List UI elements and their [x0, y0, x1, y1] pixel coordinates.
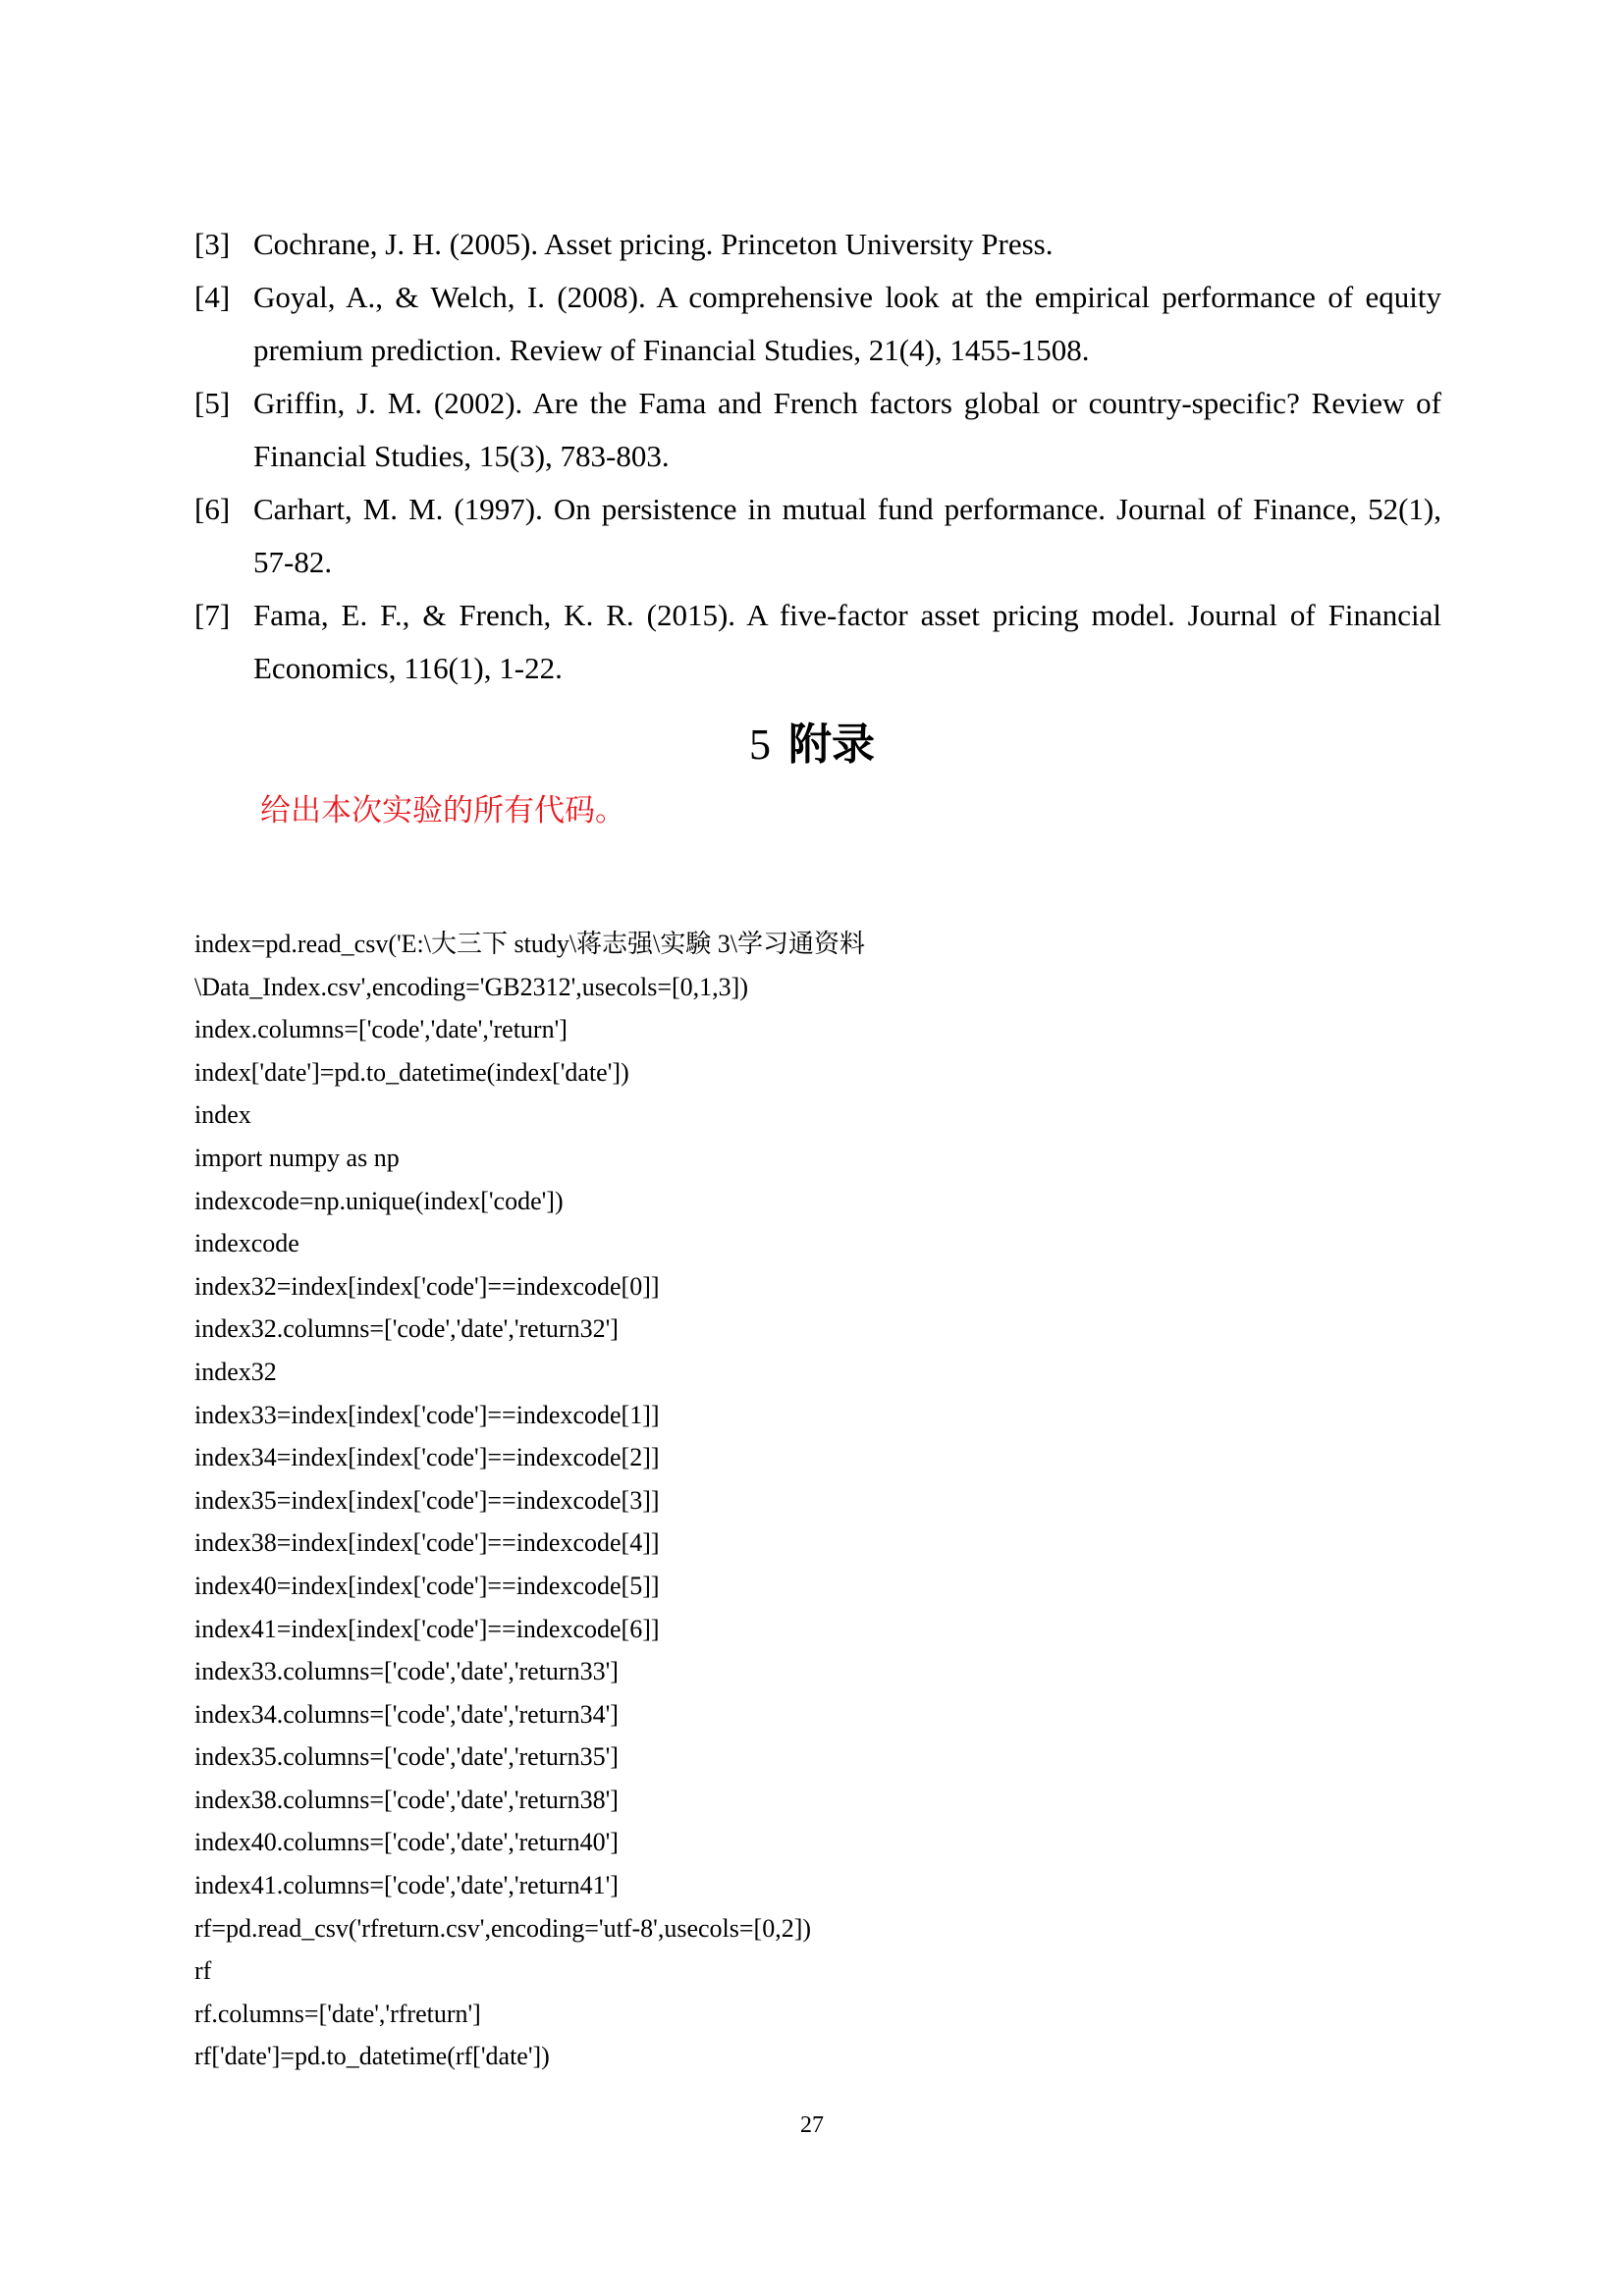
reference-number: [3] [194, 227, 231, 261]
code-line: index41.columns=['code','date','return41'] [194, 1871, 619, 1900]
section-number: 5 [749, 721, 771, 769]
code-line: index33=index[index['code']==indexcode[1]] [194, 1400, 660, 1429]
reference-list [194, 218, 1441, 695]
code-line: index38.columns=['code','date','return38'] [194, 1785, 619, 1814]
reference-item [194, 218, 1441, 271]
code-line: index [194, 1100, 251, 1130]
code-line: indexcode [194, 1229, 299, 1258]
section-heading [0, 709, 1624, 772]
code-line: rf.columns=['date','rfreturn'] [194, 1999, 481, 2028]
reference-item [194, 483, 1441, 589]
code-block [194, 923, 865, 2078]
code-line: index=pd.read_csv('E:\大三下 study\蒋志强\实験 3\学习通资料 [194, 930, 866, 958]
code-line: index34.columns=['code','date','return34'] [194, 1699, 619, 1729]
reference-number: [6] [194, 492, 231, 526]
reference-item [194, 377, 1441, 483]
page-number: 27 [800, 2112, 824, 2138]
code-line: index40=index[index['code']==indexcode[5]] [194, 1571, 660, 1600]
code-line: index41=index[index['code']==indexcode[6]] [194, 1614, 660, 1643]
code-line: index32 [194, 1357, 277, 1386]
instruction-note: 给出本次实验的所有代码。 [260, 793, 625, 828]
reference-number: [5] [194, 386, 231, 420]
code-line: rf [194, 1956, 212, 1986]
reference-text: Griffin, J. M. (2002). Are the Fama and French factors global or country-specific? Review of Financial Studies, 15(3), 783-803. [253, 386, 1441, 473]
code-line: index['date']=pd.to_datetime(index['date']) [194, 1057, 629, 1087]
code-line: index33.columns=['code','date','return33'] [194, 1657, 619, 1686]
code-line: index35=index[index['code']==indexcode[3]] [194, 1485, 660, 1515]
code-line: index32=index[index['code']==indexcode[0]] [194, 1271, 660, 1301]
code-line: index40.columns=['code','date','return40'] [194, 1828, 619, 1857]
section-title: 附录 [788, 720, 875, 770]
code-line: \Data_Index.csv',encoding='GB2312',usecols=[0,1,3]) [194, 972, 748, 1001]
reference-text: Cochrane, J. H. (2005). Asset pricing. Princeton University Press. [253, 227, 1054, 261]
code-line: index34=index[index['code']==indexcode[2]] [194, 1443, 660, 1472]
code-line: indexcode=np.unique(index['code']) [194, 1186, 564, 1215]
code-line: index32.columns=['code','date','return32'] [194, 1314, 619, 1344]
code-line: import numpy as np [194, 1143, 400, 1172]
code-line: index38=index[index['code']==indexcode[4]] [194, 1528, 660, 1558]
code-line: index.columns=['code','date','return'] [194, 1015, 568, 1044]
reference-item [194, 589, 1441, 695]
reference-number: [4] [194, 280, 231, 314]
reference-item [194, 271, 1441, 377]
reference-number: [7] [194, 598, 231, 632]
code-line: rf['date']=pd.to_datetime(rf['date']) [194, 2042, 550, 2071]
code-line: rf=pd.read_csv('rfreturn.csv',encoding='utf-8',usecols=[0,2]) [194, 1913, 812, 1943]
reference-text: Carhart, M. M. (1997). On persistence in mutual fund performance. Journal of Finance, 52(1), 57-82. [253, 492, 1441, 579]
code-line: index35.columns=['code','date','return35'] [194, 1742, 619, 1772]
reference-text: Goyal, A., & Welch, I. (2008). A comprehensive look at the empirical performance of equity premium prediction. Review of Financial Studies, 21(4), 1455-1508. [253, 280, 1441, 367]
reference-text: Fama, E. F., & French, K. R. (2015). A five-factor asset pricing model. Journal of Financial Economics, 116(1), 1-22. [253, 598, 1441, 685]
